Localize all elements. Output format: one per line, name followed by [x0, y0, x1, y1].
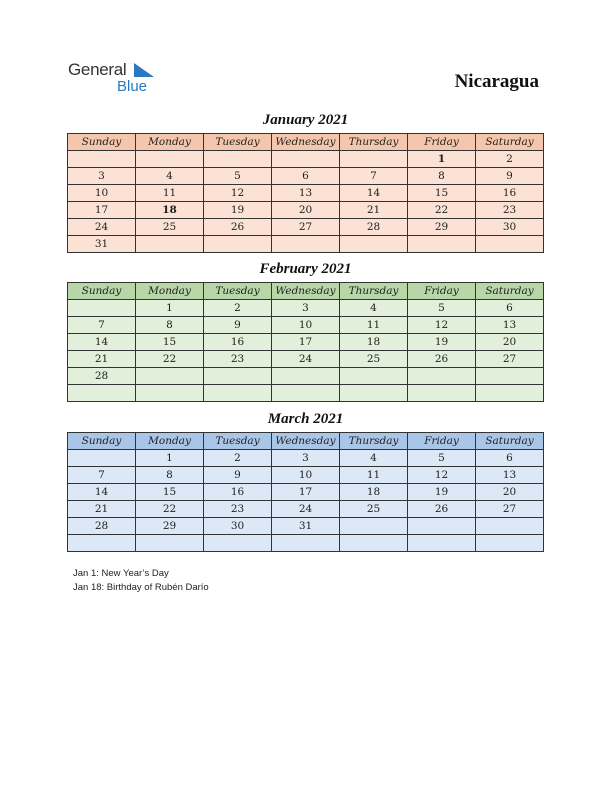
empty-day-cell [408, 236, 476, 253]
day-cell: 27 [272, 219, 340, 236]
day-cell: 8 [136, 317, 204, 334]
empty-day-cell [68, 535, 136, 552]
week-row [68, 300, 544, 317]
day-cell: 16 [204, 484, 272, 501]
day-cell: 10 [272, 467, 340, 484]
day-cell: 9 [476, 168, 544, 185]
week-row [68, 168, 544, 185]
day-cell: 17 [68, 202, 136, 219]
day-cell: 27 [476, 501, 544, 518]
day-cell: 23 [204, 351, 272, 368]
weekday-header: Monday [136, 283, 204, 300]
day-cell: 15 [136, 334, 204, 351]
empty-day-cell [272, 151, 340, 168]
day-cell: 31 [68, 236, 136, 253]
day-cell: 12 [204, 185, 272, 202]
week-row [68, 501, 544, 518]
day-cell: 14 [68, 334, 136, 351]
day-cell: 17 [272, 334, 340, 351]
day-cell: 7 [340, 168, 408, 185]
day-cell: 2 [476, 151, 544, 168]
day-cell: 3 [272, 300, 340, 317]
empty-day-cell [204, 368, 272, 385]
month-title-january: January 2021 [262, 112, 349, 128]
holiday-note: Jan 18: Birthday of Rubén Darío [73, 582, 209, 593]
weekday-header: Wednesday [272, 433, 340, 450]
day-cell: 15 [408, 185, 476, 202]
weekday-header: Saturday [476, 433, 544, 450]
day-cell: 24 [272, 351, 340, 368]
day-cell: 30 [204, 518, 272, 535]
empty-day-cell [204, 151, 272, 168]
empty-day-cell [476, 368, 544, 385]
weekday-header-row [68, 134, 544, 151]
empty-day-cell [204, 535, 272, 552]
empty-day-cell [476, 236, 544, 253]
day-cell: 3 [68, 168, 136, 185]
day-cell: 10 [68, 185, 136, 202]
logo-blue-text: Blue [117, 78, 148, 95]
day-cell: 24 [272, 501, 340, 518]
empty-day-cell [136, 236, 204, 253]
empty-day-cell [272, 385, 340, 402]
empty-day-cell [340, 151, 408, 168]
day-cell: 26 [204, 219, 272, 236]
weekday-header: Friday [408, 433, 476, 450]
weekday-header-row [68, 283, 544, 300]
day-cell: 18 [340, 484, 408, 501]
week-row [68, 467, 544, 484]
day-cell: 12 [408, 317, 476, 334]
day-cell: 14 [340, 185, 408, 202]
weekday-header: Monday [136, 134, 204, 151]
day-cell: 5 [408, 300, 476, 317]
weekday-header: Sunday [68, 283, 136, 300]
week-row [68, 334, 544, 351]
day-cell: 3 [272, 450, 340, 467]
weekday-header: Tuesday [204, 134, 272, 151]
empty-day-cell [408, 368, 476, 385]
day-cell: 28 [68, 518, 136, 535]
empty-day-cell [408, 385, 476, 402]
weekday-header: Thursday [340, 283, 408, 300]
day-cell: 16 [204, 334, 272, 351]
country-title: Nicaragua [454, 71, 539, 92]
empty-day-cell [408, 518, 476, 535]
week-row [68, 385, 544, 402]
day-cell: 28 [340, 219, 408, 236]
week-row [68, 351, 544, 368]
day-cell: 21 [68, 501, 136, 518]
empty-day-cell [136, 151, 204, 168]
day-cell: 20 [476, 484, 544, 501]
day-cell: 25 [136, 219, 204, 236]
day-cell: 12 [408, 467, 476, 484]
day-cell: 2 [204, 300, 272, 317]
week-row [68, 317, 544, 334]
week-row [68, 484, 544, 501]
day-cell: 13 [476, 467, 544, 484]
day-cell: 27 [476, 351, 544, 368]
weekday-header: Tuesday [204, 283, 272, 300]
day-cell: 13 [476, 317, 544, 334]
empty-day-cell [340, 385, 408, 402]
weekday-header: Sunday [68, 134, 136, 151]
day-cell: 5 [204, 168, 272, 185]
day-cell: 30 [476, 219, 544, 236]
day-cell: 5 [408, 450, 476, 467]
day-cell: 26 [408, 501, 476, 518]
day-cell: 22 [136, 351, 204, 368]
day-cell: 22 [408, 202, 476, 219]
empty-day-cell [408, 535, 476, 552]
week-row [68, 151, 544, 168]
logo-general-text: General [68, 60, 127, 79]
empty-day-cell [68, 385, 136, 402]
day-cell: 13 [272, 185, 340, 202]
empty-day-cell [476, 385, 544, 402]
day-cell: 1 [408, 151, 476, 168]
weekday-header: Saturday [476, 283, 544, 300]
week-row [68, 368, 544, 385]
day-cell: 4 [340, 300, 408, 317]
day-cell: 9 [204, 317, 272, 334]
month-title-march: March 2021 [267, 411, 344, 427]
day-cell: 29 [136, 518, 204, 535]
holiday-notes [73, 567, 209, 595]
day-cell: 25 [340, 351, 408, 368]
day-cell: 19 [408, 484, 476, 501]
weekday-header: Friday [408, 283, 476, 300]
day-cell: 9 [204, 467, 272, 484]
calendar-march [67, 432, 544, 552]
day-cell: 19 [204, 202, 272, 219]
logo-triangle-icon [134, 63, 154, 77]
weekday-header: Wednesday [272, 283, 340, 300]
week-row [68, 202, 544, 219]
weekday-header: Wednesday [272, 134, 340, 151]
day-cell: 25 [340, 501, 408, 518]
weekday-header: Friday [408, 134, 476, 151]
weekday-header: Monday [136, 433, 204, 450]
day-cell: 11 [340, 467, 408, 484]
day-cell: 29 [408, 219, 476, 236]
day-cell: 21 [340, 202, 408, 219]
day-cell: 8 [136, 467, 204, 484]
week-row [68, 185, 544, 202]
calendar-february [67, 282, 544, 402]
empty-day-cell [340, 535, 408, 552]
logo [68, 60, 168, 96]
weekday-header: Tuesday [204, 433, 272, 450]
day-cell: 21 [68, 351, 136, 368]
weekday-header: Thursday [340, 134, 408, 151]
empty-day-cell [136, 385, 204, 402]
day-cell: 8 [408, 168, 476, 185]
day-cell: 28 [68, 368, 136, 385]
day-cell: 18 [340, 334, 408, 351]
empty-day-cell [340, 236, 408, 253]
empty-day-cell [340, 368, 408, 385]
day-cell: 20 [272, 202, 340, 219]
week-row [68, 518, 544, 535]
day-cell: 6 [476, 450, 544, 467]
week-row [68, 450, 544, 467]
day-cell: 7 [68, 317, 136, 334]
day-cell: 16 [476, 185, 544, 202]
day-cell: 31 [272, 518, 340, 535]
day-cell: 20 [476, 334, 544, 351]
empty-day-cell [68, 300, 136, 317]
empty-day-cell [476, 535, 544, 552]
empty-day-cell [136, 535, 204, 552]
day-cell: 4 [136, 168, 204, 185]
week-row [68, 236, 544, 253]
day-cell: 17 [272, 484, 340, 501]
day-cell: 7 [68, 467, 136, 484]
day-cell: 23 [476, 202, 544, 219]
month-title-february: February 2021 [259, 261, 352, 277]
day-cell: 6 [476, 300, 544, 317]
day-cell: 2 [204, 450, 272, 467]
day-cell: 24 [68, 219, 136, 236]
weekday-header: Thursday [340, 433, 408, 450]
day-cell: 11 [136, 185, 204, 202]
day-cell: 1 [136, 300, 204, 317]
calendar-january [67, 133, 544, 253]
empty-day-cell [476, 518, 544, 535]
day-cell: 23 [204, 501, 272, 518]
day-cell: 14 [68, 484, 136, 501]
day-cell: 18 [136, 202, 204, 219]
empty-day-cell [204, 385, 272, 402]
day-cell: 1 [136, 450, 204, 467]
day-cell: 6 [272, 168, 340, 185]
empty-day-cell [272, 368, 340, 385]
weekday-header: Sunday [68, 433, 136, 450]
day-cell: 15 [136, 484, 204, 501]
empty-day-cell [272, 535, 340, 552]
day-cell: 26 [408, 351, 476, 368]
empty-day-cell [340, 518, 408, 535]
weekday-header-row [68, 433, 544, 450]
day-cell: 11 [340, 317, 408, 334]
day-cell: 19 [408, 334, 476, 351]
day-cell: 10 [272, 317, 340, 334]
day-cell: 22 [136, 501, 204, 518]
empty-day-cell [136, 368, 204, 385]
week-row [68, 535, 544, 552]
empty-day-cell [204, 236, 272, 253]
week-row [68, 219, 544, 236]
holiday-note: Jan 1: New Year’s Day [73, 568, 169, 579]
day-cell: 4 [340, 450, 408, 467]
weekday-header: Saturday [476, 134, 544, 151]
empty-day-cell [272, 236, 340, 253]
empty-day-cell [68, 151, 136, 168]
empty-day-cell [68, 450, 136, 467]
